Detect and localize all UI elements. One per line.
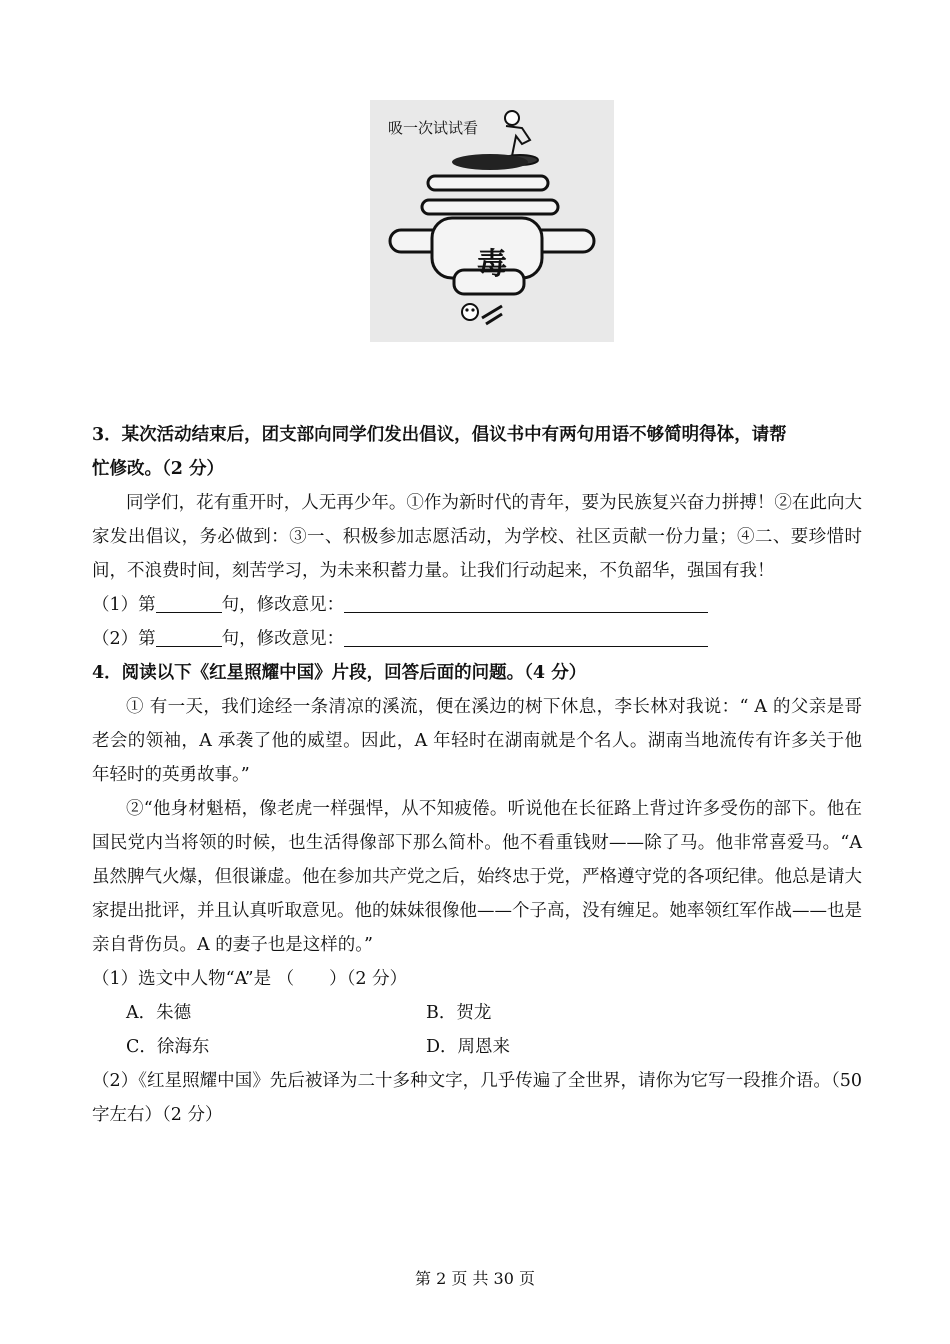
option-b[interactable]: B．贺龙 — [426, 1003, 492, 1023]
option-d[interactable]: D．周恩来 — [426, 1037, 511, 1057]
cartoon-hole — [452, 154, 528, 170]
q3-stem-emphasis: 简明得体 · · · · — [664, 425, 734, 445]
q3-answer-1-prefix: （1）第 — [92, 595, 156, 615]
q3-stem-prefix: 3．某次活动结束后，团支部向同学们发出倡议，倡议书中有两句用语不够 — [92, 425, 665, 445]
q4-options-row-1 — [92, 996, 862, 1030]
page-footer: 第 2 页 共 30 页 — [415, 1269, 535, 1288]
q3-stem-suffix: ，请帮 — [734, 425, 787, 445]
q3-answer-2-prefix: （2）第 — [92, 629, 156, 649]
option-c[interactable]: C．徐海东 — [126, 1037, 210, 1057]
q3-answer-2-label: 句，修改意见： — [221, 629, 345, 649]
q4-sub-1: （1）选文中人物“A”是 （ ）（2 分） — [92, 969, 408, 989]
q3-passage: 同学们，花有重开时，人无再少年。①作为新时代的青年，要为民族复兴奋力拼搏！②在此向大家发出倡议，务必做到：③一、积极参加志愿活动，为学校、社区贡献一份力量；④二、要珍惜时间，不浪费时间，刻苦学习，为未来积蓄力量。让我们行动起来，不负韶华，强国有我！ — [92, 493, 862, 581]
sentence-number-blank-2[interactable] — [156, 626, 222, 647]
skull-icon — [462, 304, 502, 324]
q3-answer-2 — [92, 622, 862, 656]
q4-stem: 4．阅读以下《红星照耀中国》片段，回答后面的问题。（4 分） — [92, 663, 587, 683]
cartoon-big-char: 毒 — [477, 247, 507, 282]
option-a[interactable]: A．朱德 — [126, 1003, 192, 1023]
cartoon-drawing — [370, 100, 614, 342]
exam-content — [92, 418, 862, 1132]
q4-para-2: ②“他身材魁梧，像老虎一样强悍，从不知疲倦。听说他在长征路上背过许多受伤的部下。他在国民党内当将领的时候，也生活得像部下那么简朴。他不看重钱财——除了马。他非常喜爱马。“A 虽然脾气火爆，但很谦虚。他在参加共产党之后，始终忠于党，严格遵守党的各项纪律。他总是请大家提出批评，并且认真听取意见。他的妹妹很像他——个子高，没有缠足。她率领红军作战——也是亲自背伤员。A 的妻子也是这样的。” — [92, 799, 862, 955]
revision-blank-1[interactable] — [344, 592, 708, 613]
sentence-number-blank-1[interactable] — [156, 592, 222, 613]
q3-stem-line2: 忙修改。（2 分） — [92, 459, 225, 479]
q3-stem — [92, 418, 862, 452]
cartoon-caption: 吸一次试试看 — [388, 119, 479, 137]
revision-blank-2[interactable] — [344, 626, 708, 647]
q4-options-row-2 — [92, 1030, 862, 1064]
q3-answer-1-label: 句，修改意见： — [221, 595, 345, 615]
q3-answer-1 — [92, 588, 862, 622]
q4-sub-2: （2）《红星照耀中国》先后被译为二十多种文字，几乎传遍了全世界，请你为它写一段推介语。（50 字左右）（2 分） — [92, 1071, 862, 1125]
q4-para-1: ① 有一天，我们途经一条清凉的溪流，便在溪边的树下休息，李长林对我说：“ A 的父亲是哥老会的领袖，A 承袭了他的威望。因此，A 年轻时在湖南就是个名人。湖南当地流传有许多关于他年轻时的英勇故事。” — [92, 697, 862, 785]
anti-drug-cartoon — [370, 100, 614, 342]
